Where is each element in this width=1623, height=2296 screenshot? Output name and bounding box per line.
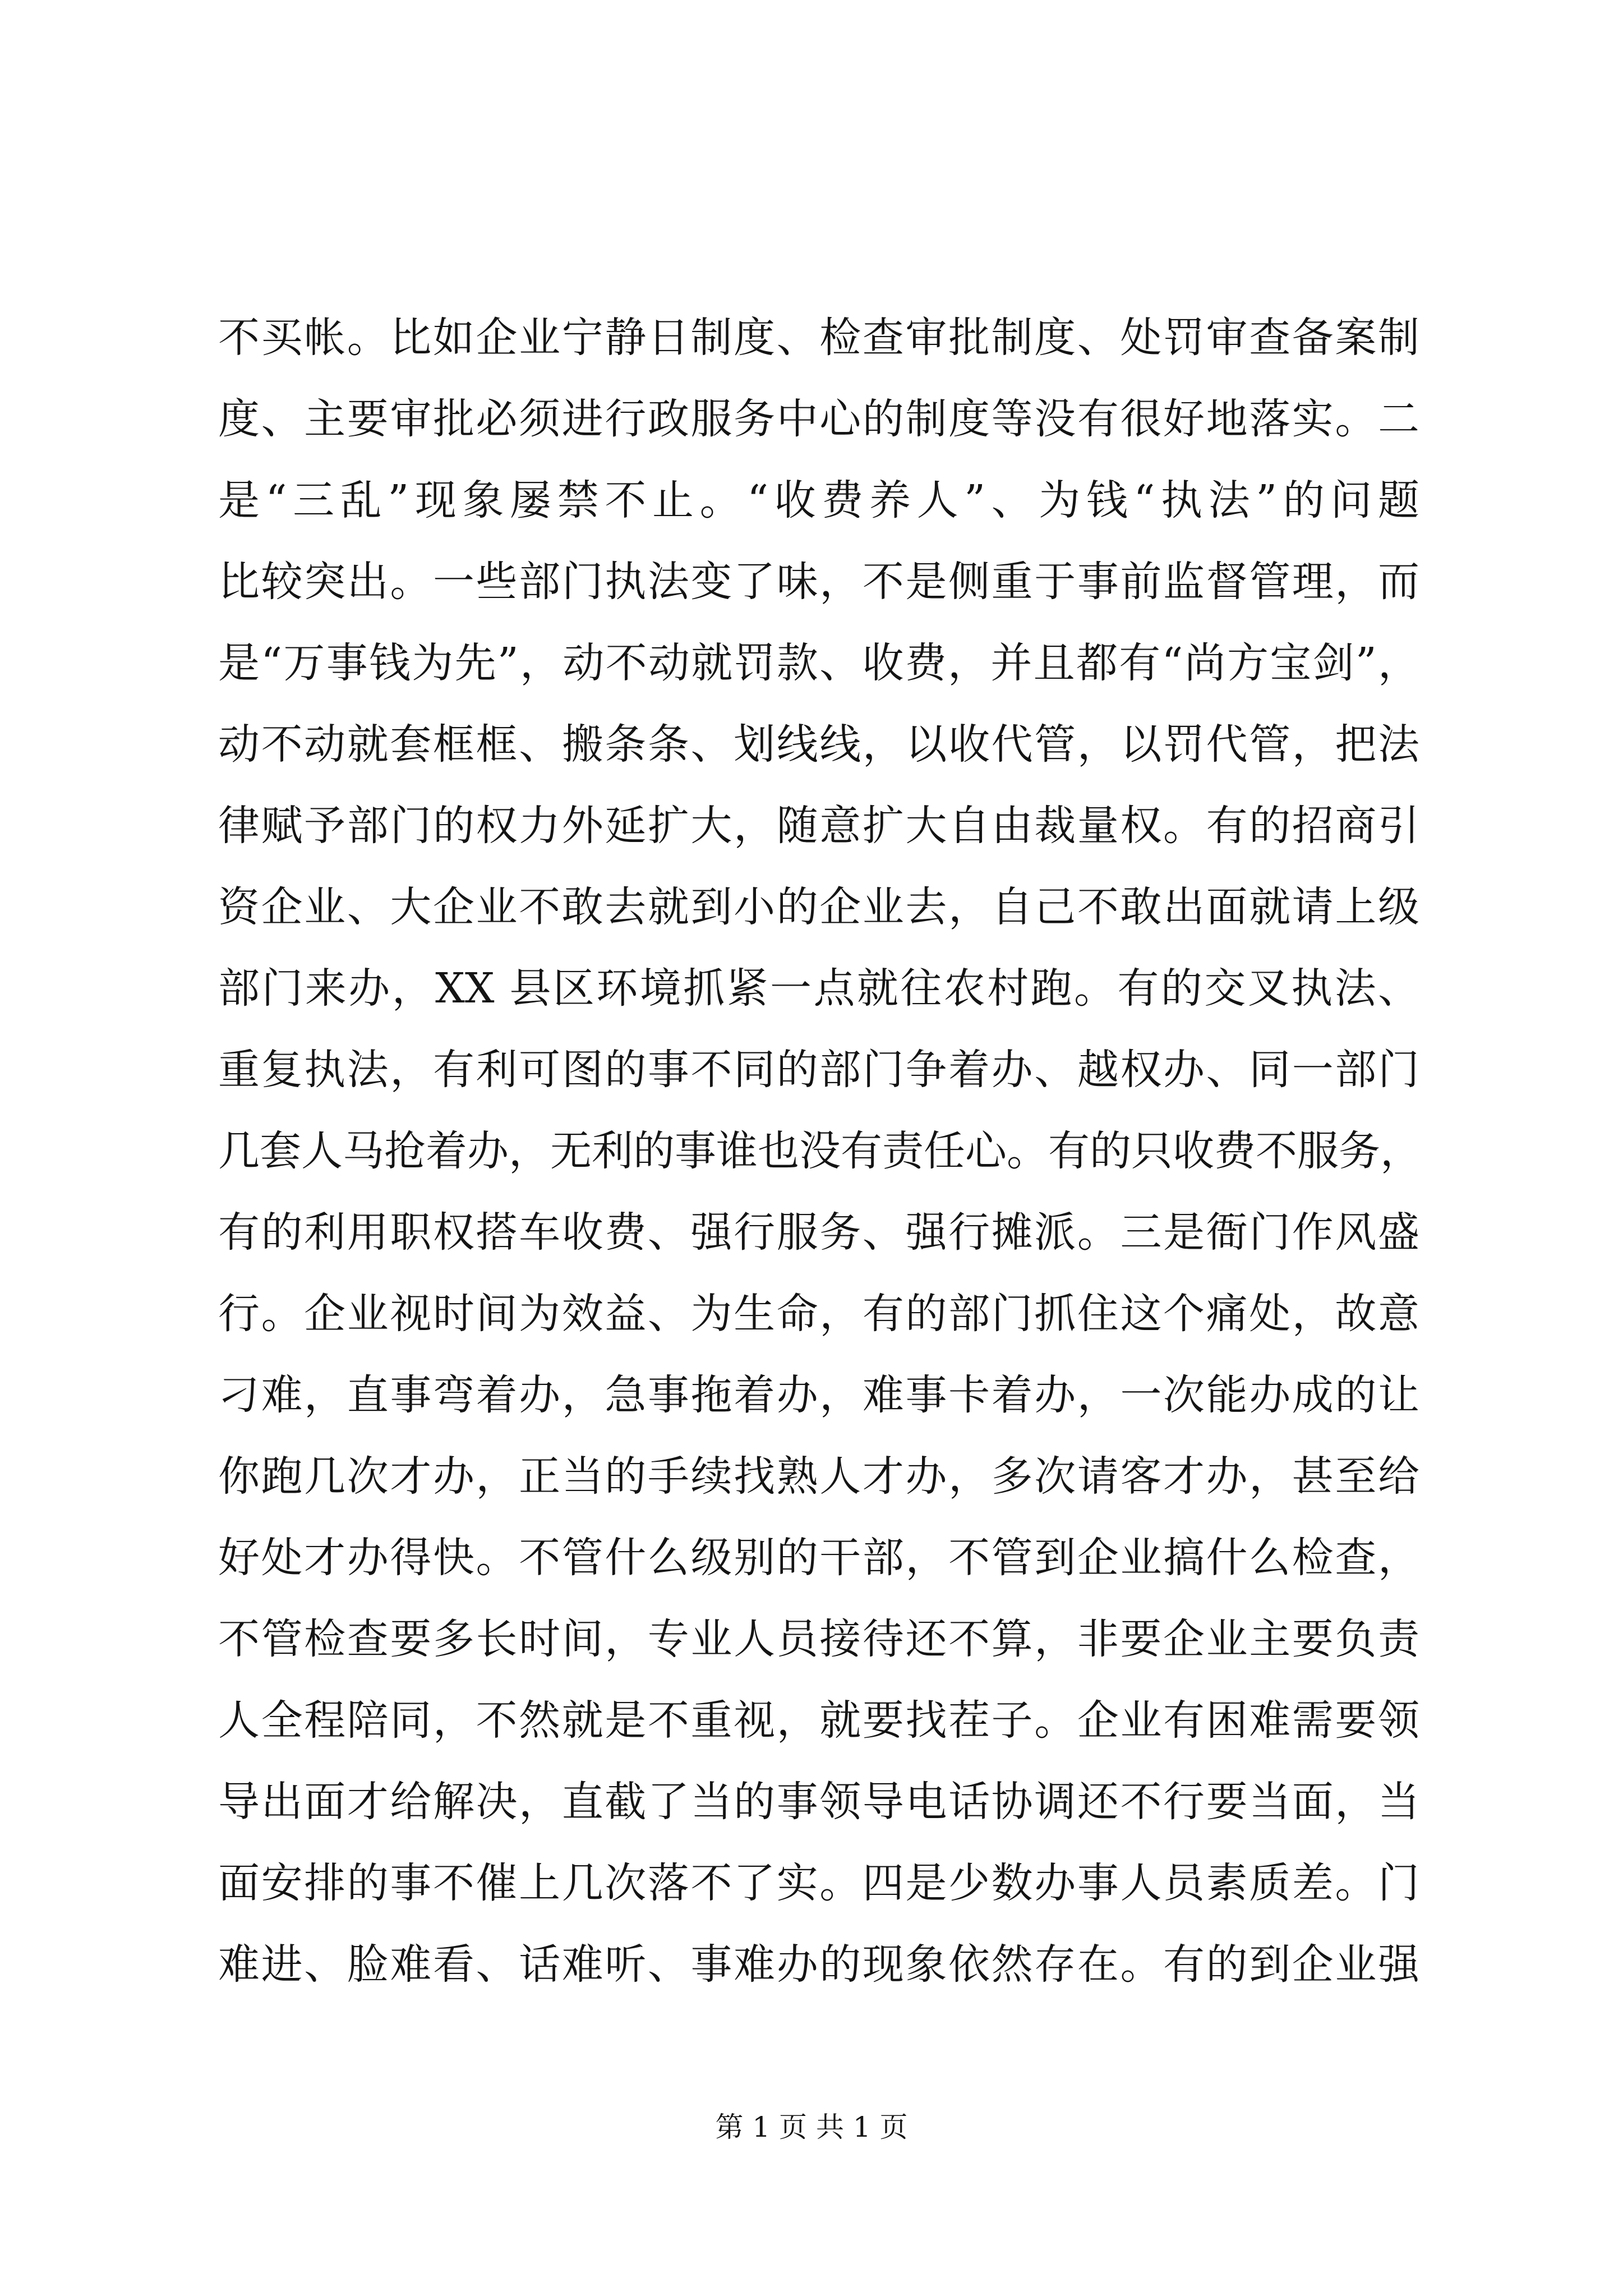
text-line: 面安排的事不催上几次落不了实。四是少数办事人员素质差。门 — [218, 1859, 1419, 1907]
text-line: 是“三乱”现象屡禁不止。“收费养人”、为钱“执法”的问题 — [218, 476, 1419, 524]
body-text — [218, 297, 1422, 2005]
page-footer — [0, 2108, 1623, 2147]
page-number: 第 1 页 共 1 页 — [715, 2111, 908, 2143]
text-line: 人全程陪同，不然就是不重视，就要找茬子。企业有困难需要领 — [218, 1696, 1419, 1745]
text-line: 导出面才给解决，直截了当的事领导电话协调还不行要当面，当 — [218, 1778, 1419, 1826]
text-line: 你跑几次才办，正当的手续找熟人才办，多次请客才办，甚至给 — [218, 1452, 1419, 1501]
text-line: 刁难，直事弯着办，急事拖着办，难事卡着办，一次能办成的让 — [218, 1371, 1419, 1419]
text-line: 不买帐。比如企业宁静日制度、检查审批制度、处罚审查备案制 — [218, 314, 1419, 362]
text-line: 度、主要审批必须进行政服务中心的制度等没有很好地落实。二 — [218, 395, 1419, 443]
text-line: 好处才办得快。不管什么级别的干部，不管到企业搞什么检查， — [218, 1534, 1419, 1582]
text-line: 比较突出。一些部门执法变了味，不是侧重于事前监督管理，而 — [218, 558, 1419, 606]
text-line: 重复执法，有利可图的事不同的部门争着办、越权办、同一部门 — [218, 1046, 1419, 1094]
text-line: 律赋予部门的权力外延扩大，随意扩大自由裁量权。有的招商引 — [218, 802, 1419, 850]
text-line: 几套人马抢着办，无利的事谁也没有责任心。有的只收费不服务， — [218, 1127, 1422, 1175]
text-line: 是“万事钱为先”，动不动就罚款、收费，并且都有“尚方宝剑”， — [218, 639, 1419, 687]
text-line: 不管检查要多长时间，专业人员接待还不算，非要企业主要负责 — [218, 1615, 1419, 1663]
text-line: 动不动就套框框、搬条条、划线线，以收代管，以罚代管，把法 — [218, 720, 1419, 769]
text-line: 难进、脸难看、话难听、事难办的现象依然存在。有的到企业强 — [218, 1940, 1419, 1989]
text-line: 行。企业视时间为效益、为生命，有的部门抓住这个痛处，故意 — [218, 1290, 1419, 1338]
text-line: 有的利用职权搭车收费、强行服务、强行摊派。三是衙门作风盛 — [218, 1208, 1419, 1257]
text-line: 部门来办，XX 县区环境抓紧一点就往农村跑。有的交叉执法、 — [218, 964, 1419, 1013]
text-line: 资企业、大企业不敢去就到小的企业去，自己不敢出面就请上级 — [218, 883, 1419, 931]
